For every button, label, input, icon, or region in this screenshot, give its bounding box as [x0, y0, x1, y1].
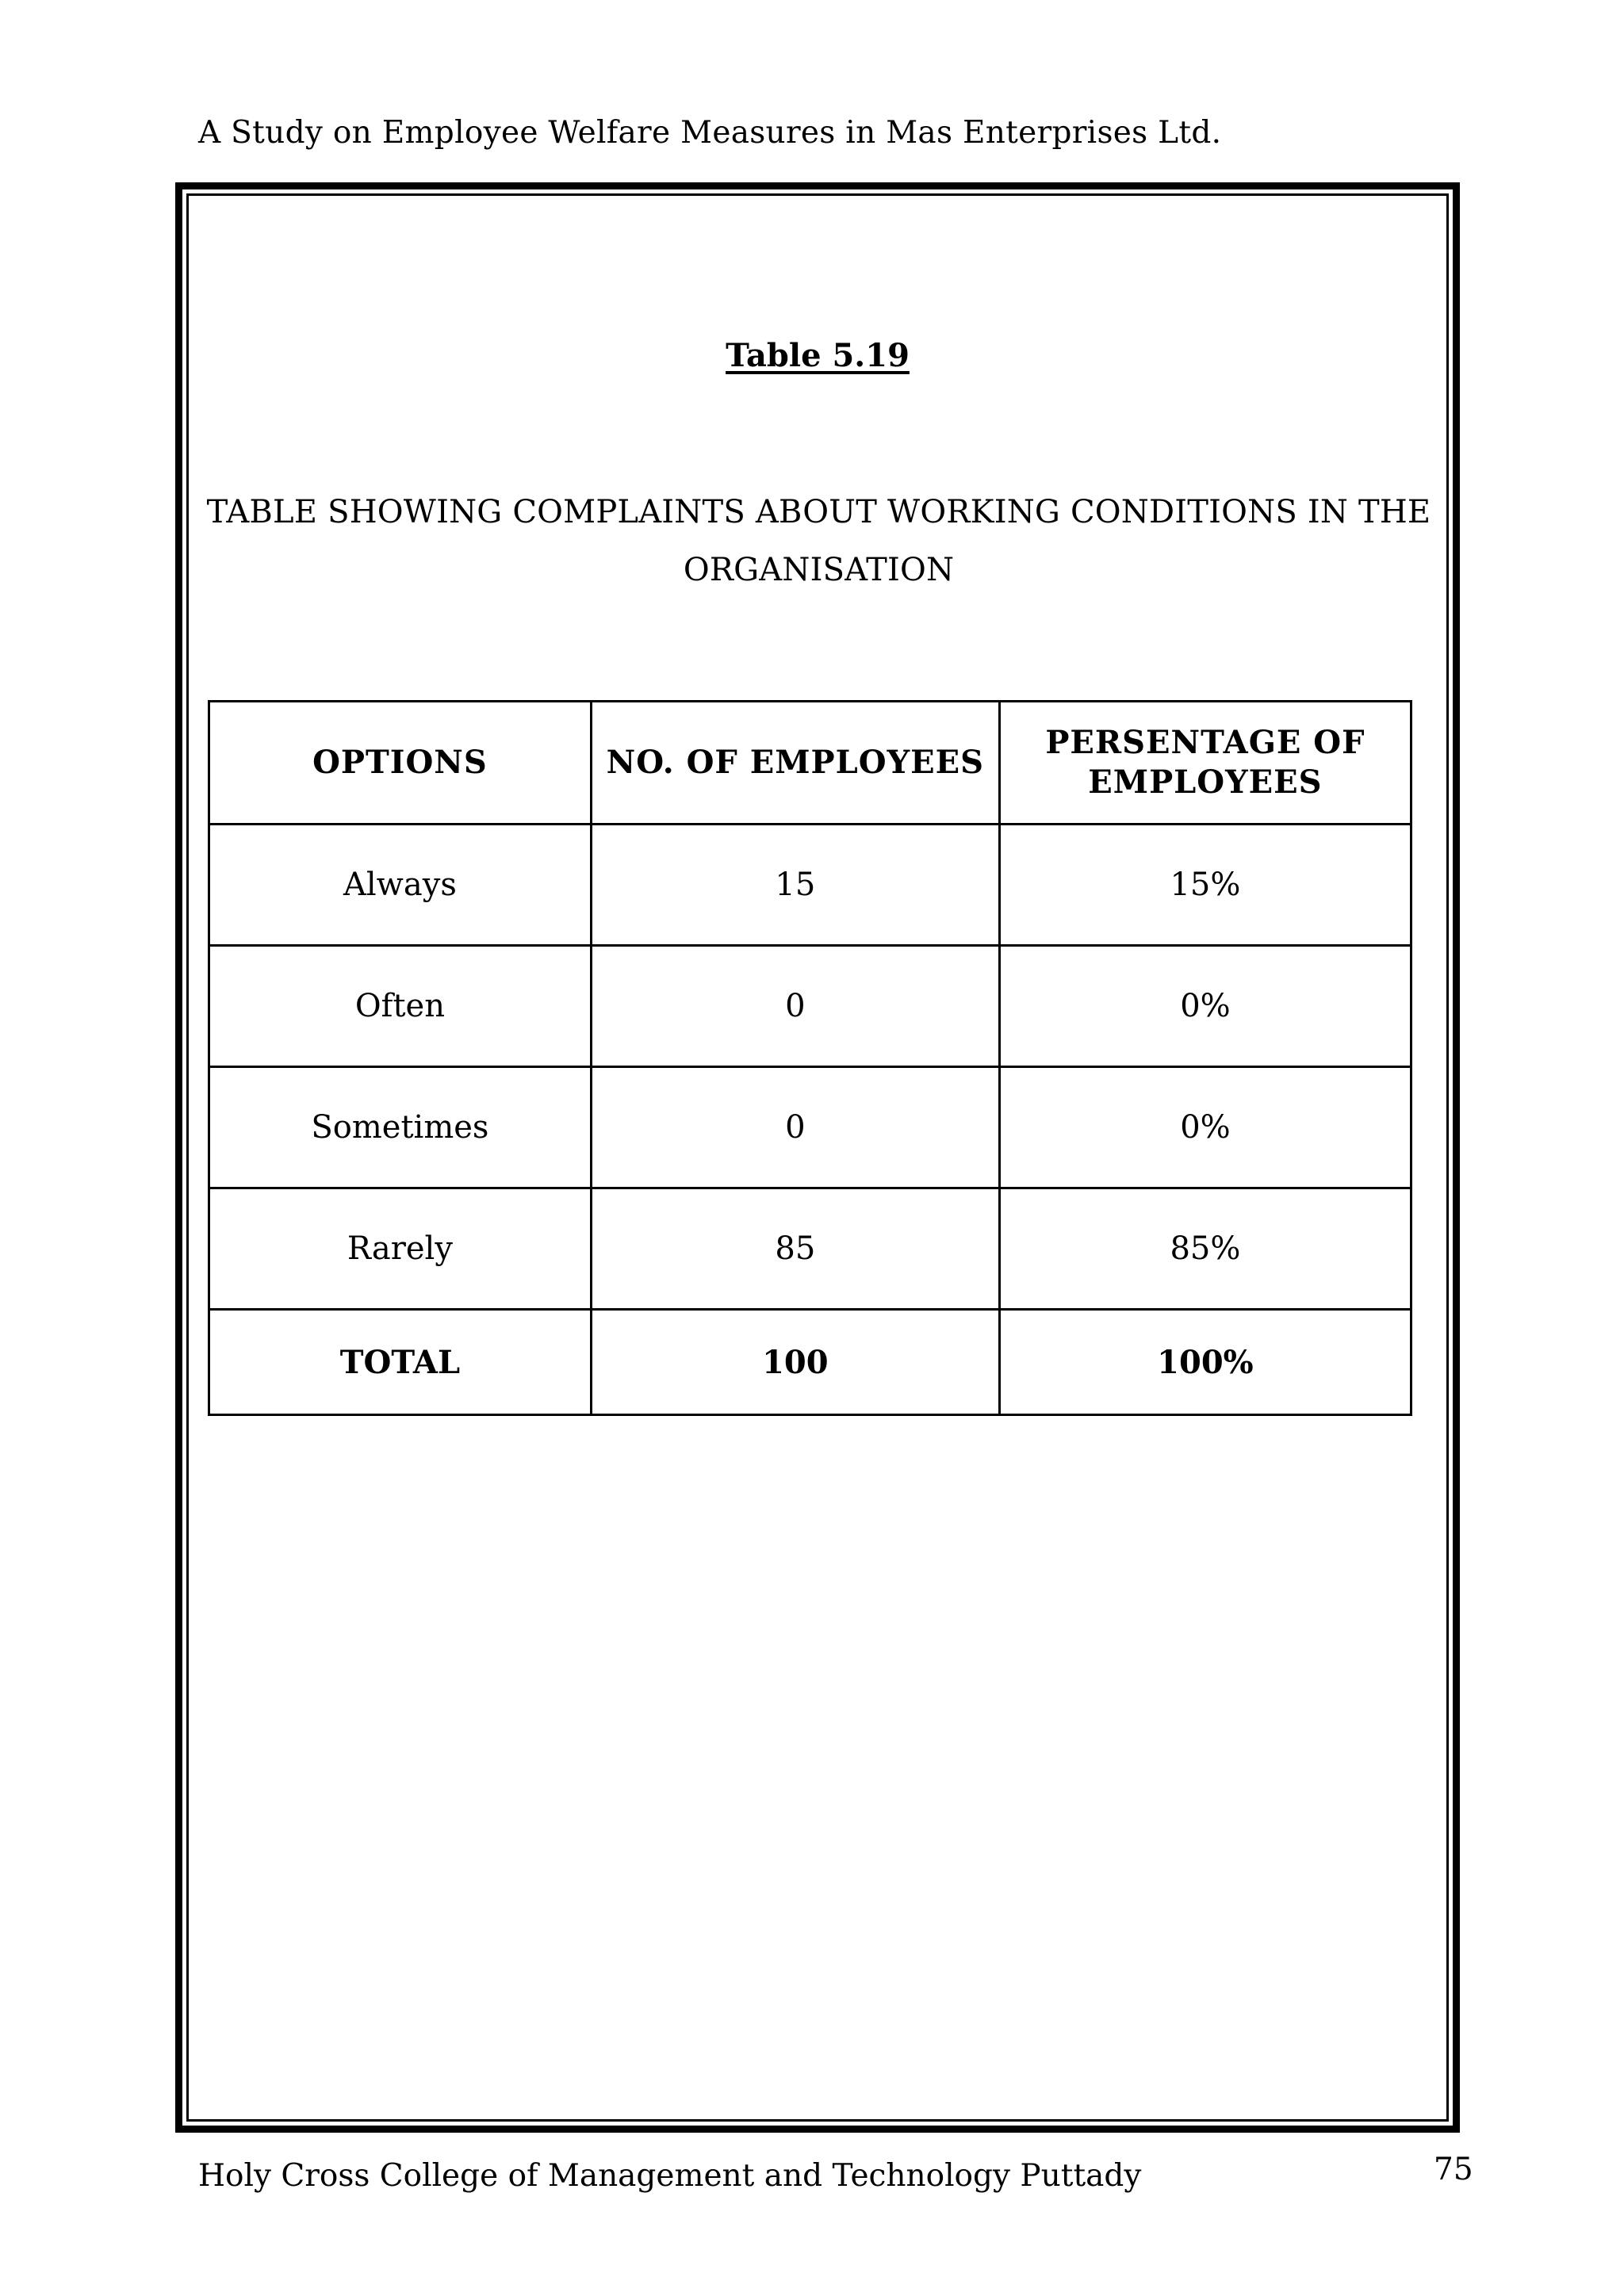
table-row	[209, 1067, 1411, 1188]
percent-cell: 0%	[999, 946, 1411, 1067]
total-percent-cell: 100%	[999, 1310, 1411, 1415]
table-number: Table 5.19	[726, 337, 910, 374]
percent-cell: 85%	[999, 1188, 1411, 1310]
percent-cell: 15%	[999, 825, 1411, 946]
table-row	[209, 1188, 1411, 1310]
column-header-percent	[999, 702, 1411, 825]
column-header-options: OPTIONS	[209, 702, 592, 825]
option-cell: Always	[209, 825, 592, 946]
running-footer: Holy Cross College of Management and Technology Puttady	[198, 2158, 1142, 2194]
running-header: A Study on Employee Welfare Measures in Mas Enterprises Ltd.	[198, 115, 1222, 151]
table-row	[209, 946, 1411, 1067]
option-cell: Often	[209, 946, 592, 1067]
data-table	[208, 700, 1412, 1416]
option-cell: Sometimes	[209, 1067, 592, 1188]
table-row	[209, 825, 1411, 946]
total-count-cell: 100	[591, 1310, 999, 1415]
table-header-row	[209, 702, 1411, 825]
column-header-percent-label: PERSENTAGE OF EMPLOYEES	[1045, 724, 1365, 801]
percent-cell: 0%	[999, 1067, 1411, 1188]
count-cell: 15	[591, 825, 999, 946]
table-caption-line-1: TABLE SHOWING COMPLAINTS ABOUT WORKING CONDITIONS IN THE	[206, 494, 1431, 530]
total-label-cell: TOTAL	[209, 1310, 592, 1415]
page-number: 75	[1434, 2152, 1473, 2187]
table-caption	[206, 484, 1431, 599]
count-cell: 0	[591, 946, 999, 1067]
option-cell: Rarely	[209, 1188, 592, 1310]
count-cell: 85	[591, 1188, 999, 1310]
total-row	[209, 1310, 1411, 1415]
count-cell: 0	[591, 1067, 999, 1188]
table-caption-line-2: ORGANISATION	[683, 552, 955, 588]
column-header-count: NO. OF EMPLOYEES	[591, 702, 999, 825]
